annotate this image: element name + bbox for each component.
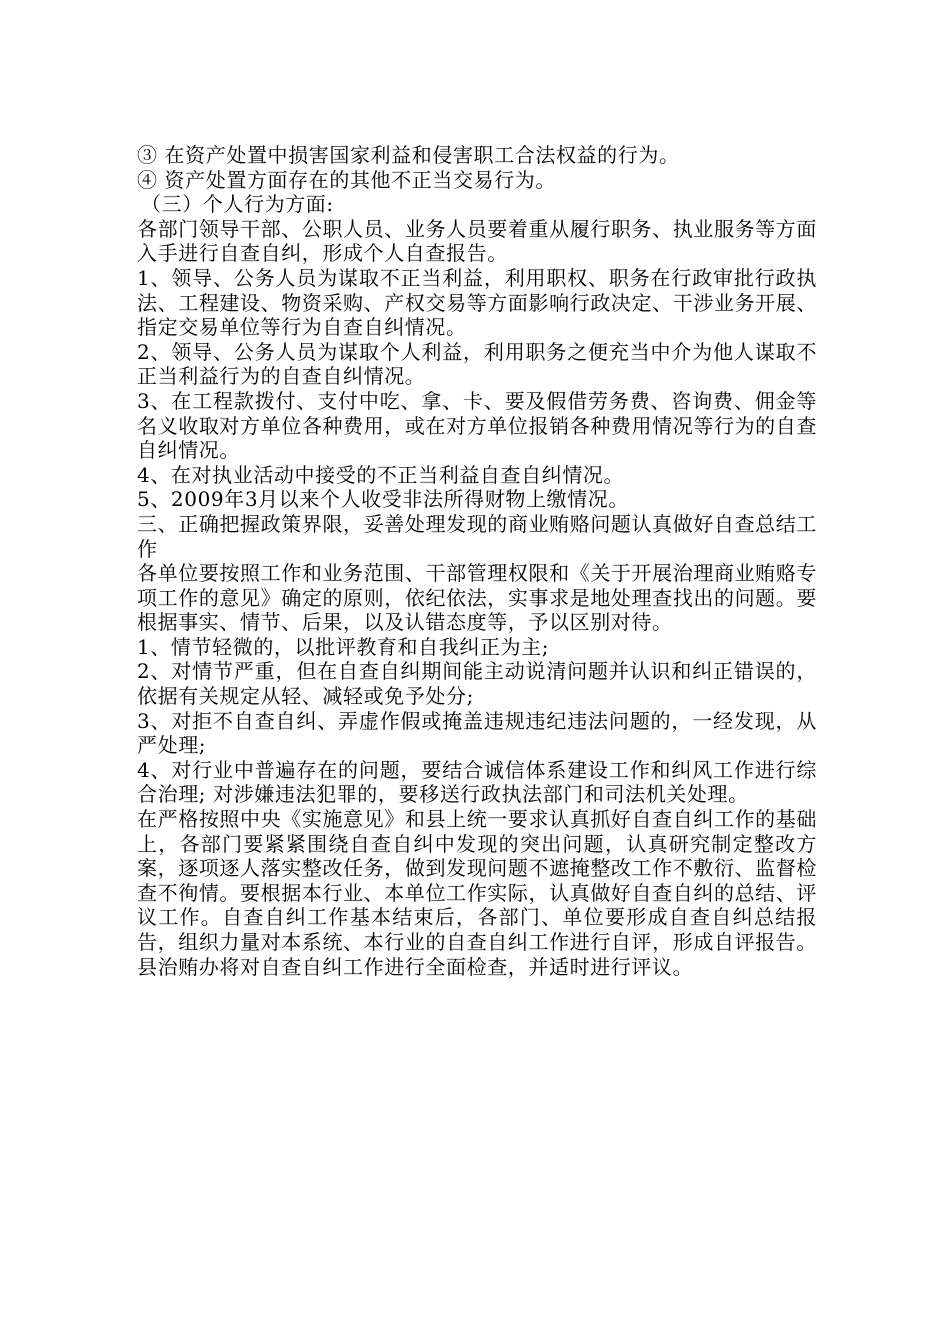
- paragraph-conclusion: 在严格按照中央《实施意见》和县上统一要求认真抓好自查自纠工作的基础上，各部门要紧紧围绕自查自纠中发现的突出问题，认真研究制定整改方案，逐项逐人落实整改任务，做到发现问题不遮掩整改工作不敷衍、监督检查不徇情。要根据本行业、本单位工作实际，认真做好自查自纠的总结、评议工作。自查自纠工作基本结束后，各部门、单位要形成自查自纠总结报告，组织力量对本系统、本行业的自查自纠工作进行自评，形成自评报告。县治贿办将对自查自纠工作进行全面检查，并适时进行评议。: [137, 807, 817, 979]
- list-item-handling-1: 1、情节轻微的，以批评教育和自我纠正为主;: [137, 634, 550, 659]
- section-heading-personal: （三）个人行为方面:: [141, 192, 334, 217]
- paragraph-personal-intro: 各部门领导干部、公职人员、业务人员要着重从履行职务、执业服务等方面入手进行自查自纠，形成个人自查报告。: [137, 216, 817, 266]
- list-item-personal-5: 5、2009年3月以来个人收受非法所得财物上缴情况。: [137, 487, 629, 512]
- section-heading-three: 三、正确把握政策界限，妥善处理发现的商业贿赂问题认真做好自查总结工作: [137, 511, 817, 561]
- list-item-handling-3: 3、对拒不自查自纠、弄虚作假或掩盖违规违纪违法问题的，一经发现，从严处理;: [137, 708, 817, 758]
- list-item-handling-4: 4、对行业中普遍存在的问题，要结合诚信体系建设工作和纠风工作进行综合治理; 对涉嫌违法犯罪的，要移送行政执法部门和司法机关处理。: [137, 757, 817, 807]
- paragraph-item-4: ④ 资产处置方面存在的其他不正当交易行为。: [137, 167, 556, 192]
- list-item-personal-1: 1、领导、公务人员为谋取不正当利益，利用职权、职务在行政审批行政执法、工程建设、物资采购、产权交易等方面影响行政决定、干涉业务开展、指定交易单位等行为自查自纠情况。: [137, 265, 817, 340]
- list-item-handling-2: 2、对情节严重，但在自查自纠期间能主动说清问题并认识和纠正错误的，依据有关规定从轻、减轻或免予处分;: [137, 659, 817, 709]
- document-body: [137, 143, 817, 979]
- paragraph-handling-principles: 各单位要按照工作和业务范围、干部管理权限和《关于开展治理商业贿赂专项工作的意见》确定的原则，依纪依法，实事求是地处理查找出的问题。要根据事实、情节、后果，以及认错态度等，予以区别对待。: [137, 561, 817, 635]
- list-item-personal-4: 4、在对执业活动中接受的不正当利益自查自纠情况。: [137, 462, 625, 487]
- list-item-personal-2: 2、领导、公务人员为谋取个人利益，利用职务之便充当中介为他人谋取不正当利益行为的自查自纠情况。: [137, 339, 817, 389]
- paragraph-item-3: ③ 在资产处置中损害国家利益和侵害职工合法权益的行为。: [137, 143, 680, 167]
- list-item-personal-3: 3、在工程款拨付、支付中吃、拿、卡、要及假借劳务费、咨询费、佣金等名义收取对方单位各种费用，或在对方单位报销各种费用情况等行为的自查自纠情况。: [137, 388, 817, 463]
